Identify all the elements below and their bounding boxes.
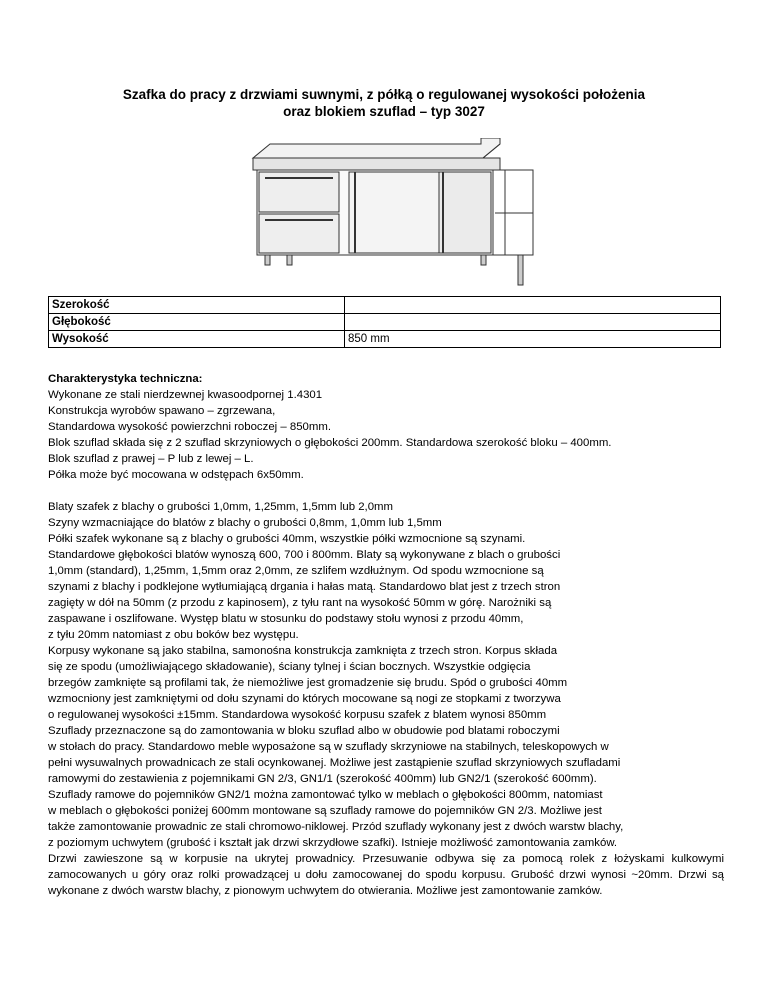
spec-label: Głębokość — [49, 314, 345, 331]
text-line: Blok szuflad składa się z 2 szuflad skrzyniowych o głębokości 200mm. Standardowa szerokość bloku – 400mm. — [48, 437, 612, 449]
document-body — [48, 371, 724, 899]
text-line: w meblach o głębokości poniżej 600mm montowane są szuflady ramowe do pojemników GN 2/3. Możliwe jest — [48, 805, 602, 817]
text-line: 1,0mm (standard), 1,25mm, 1,5mm oraz 2,0mm, ze szlifem wzdłużnym. Od spodu wzmocnione są — [48, 565, 544, 577]
doors-paragraph: Drzwi zawieszone są w korpusie na ukrytej prowadnicy. Przesuwanie odbywa się za pomocą rolek z łożyskami kulkowymi zamocowanych u góry oraz rolki prowadzącej u dołu zamocowanej do spodu korpusu. Grubość drzwi wynosi ~20mm. Drzwi są wykonane z dwóch warstw blachy, z pionowym uchwytem do otwierania. Możliwe jest zamontowanie zamków. — [48, 853, 724, 897]
text-line: brzegów zamknięte są profilami tak, że niemożliwe jest gromadzenie się brudu. Spód o grubości 40mm — [48, 677, 568, 689]
cabinet-illustration — [243, 138, 543, 298]
text-line: zaspawane i oszlifowane. Występ blatu w stosunku do podstawy stołu wynosi z przodu 40mm, — [48, 613, 524, 625]
text-line: Blok szuflad z prawej – P lub z lewej – L. — [48, 453, 254, 465]
text-line: ramowymi do zestawienia z pojemnikami GN 2/3, GN1/1 (szerokość 400mm) lub GN2/1 (szerokość 600mm). — [48, 773, 597, 785]
text-line: Standardowe głębokości blatów wynoszą 600, 700 i 800mm. Blaty są wykonywane z blach o grubości — [48, 549, 561, 561]
spec-value — [345, 297, 721, 314]
text-line: pełni wysuwalnych prowadnicach ze stali ocynkowanej. Możliwe jest zastąpienie szuflad skrzyniowych szufladami — [48, 757, 621, 769]
specs-table — [48, 296, 721, 348]
text-line: w stołach do pracy. Standardowo meble wyposażone są w szuflady skrzyniowe na stabilnych, teleskopowych w — [48, 741, 609, 753]
spec-value — [345, 314, 721, 331]
characteristics-heading: Charakterystyka techniczna: — [48, 373, 203, 385]
text-line: o regulowanej wysokości ±15mm. Standardowa wysokość korpusu szafek z blatem wynosi 850mm — [48, 709, 547, 721]
text-line: Standardowa wysokość powierzchni roboczej – 850mm. — [48, 421, 332, 433]
text-line: Korpusy wykonane są jako stabilna, samonośna konstrukcja zamknięta z trzech stron. Korpus składa — [48, 645, 558, 657]
document-title — [0, 86, 768, 120]
text-line: z tyłu 20mm natomiast z obu boków bez występu. — [48, 629, 299, 641]
text-line: z poziomym uchwytem (grubość i kształt jak drzwi skrzydłowe szafki). Istnieje możliwość zamontowania zamków. — [48, 837, 618, 849]
text-line: Szuflady przeznaczone są do zamontowania w bloku szuflad albo w obudowie pod blatami roboczymi — [48, 725, 560, 737]
text-line: Blaty szafek z blachy o grubości 1,0mm, 1,25mm, 1,5mm lub 2,0mm — [48, 501, 394, 513]
spec-label: Szerokość — [49, 297, 345, 314]
text-line: Szuflady ramowe do pojemników GN2/1 można zamontować tylko w meblach o głębokości 800mm, natomiast — [48, 789, 603, 801]
table-row — [49, 331, 721, 348]
text-line: Szyny wzmacniające do blatów z blachy o grubości 0,8mm, 1,0mm lub 1,5mm — [48, 517, 442, 529]
title-line-2: oraz blokiem szuflad – typ 3027 — [283, 104, 485, 119]
text-line: Konstrukcja wyrobów spawano – zgrzewana, — [48, 405, 276, 417]
text-line: się ze spodu (umożliwiającego składowanie), ściany tylnej i ścian bocznych. Wszystkie odgięcia — [48, 661, 531, 673]
text-line: Półka może być mocowana w odstępach 6x50mm. — [48, 469, 304, 481]
text-line: szynami z blachy i podklejone wytłumiającą drgania i hałas matą. Standardowo blat jest z trzech stron — [48, 581, 561, 593]
text-line: Półki szafek wykonane są z blachy o grubości 40mm, wszystkie półki wzmocnione są szynami. — [48, 533, 526, 545]
table-row — [49, 297, 721, 314]
text-line: Wykonane ze stali nierdzewnej kwasoodpornej 1.4301 — [48, 389, 323, 401]
table-row — [49, 314, 721, 331]
text-line: także zamontowanie prowadnic ze stali chromowo-niklowej. Przód szuflady wykonany jest z dwóch warstw blachy, — [48, 821, 624, 833]
spec-value: 850 mm — [345, 331, 721, 348]
title-line-1: Szafka do pracy z drzwiami suwnymi, z półką o regulowanej wysokości położenia — [122, 87, 646, 102]
text-line: wzmocniony jest zamkniętymi od dołu szynami do których mocowane są nogi ze stopkami z tworzywa — [48, 693, 561, 705]
text-line: zagięty w dół na 50mm (z przodu z kapinosem), z tyłu rant na wysokość 50mm w górę. Narożniki są — [48, 597, 552, 609]
spec-label: Wysokość — [49, 331, 345, 348]
